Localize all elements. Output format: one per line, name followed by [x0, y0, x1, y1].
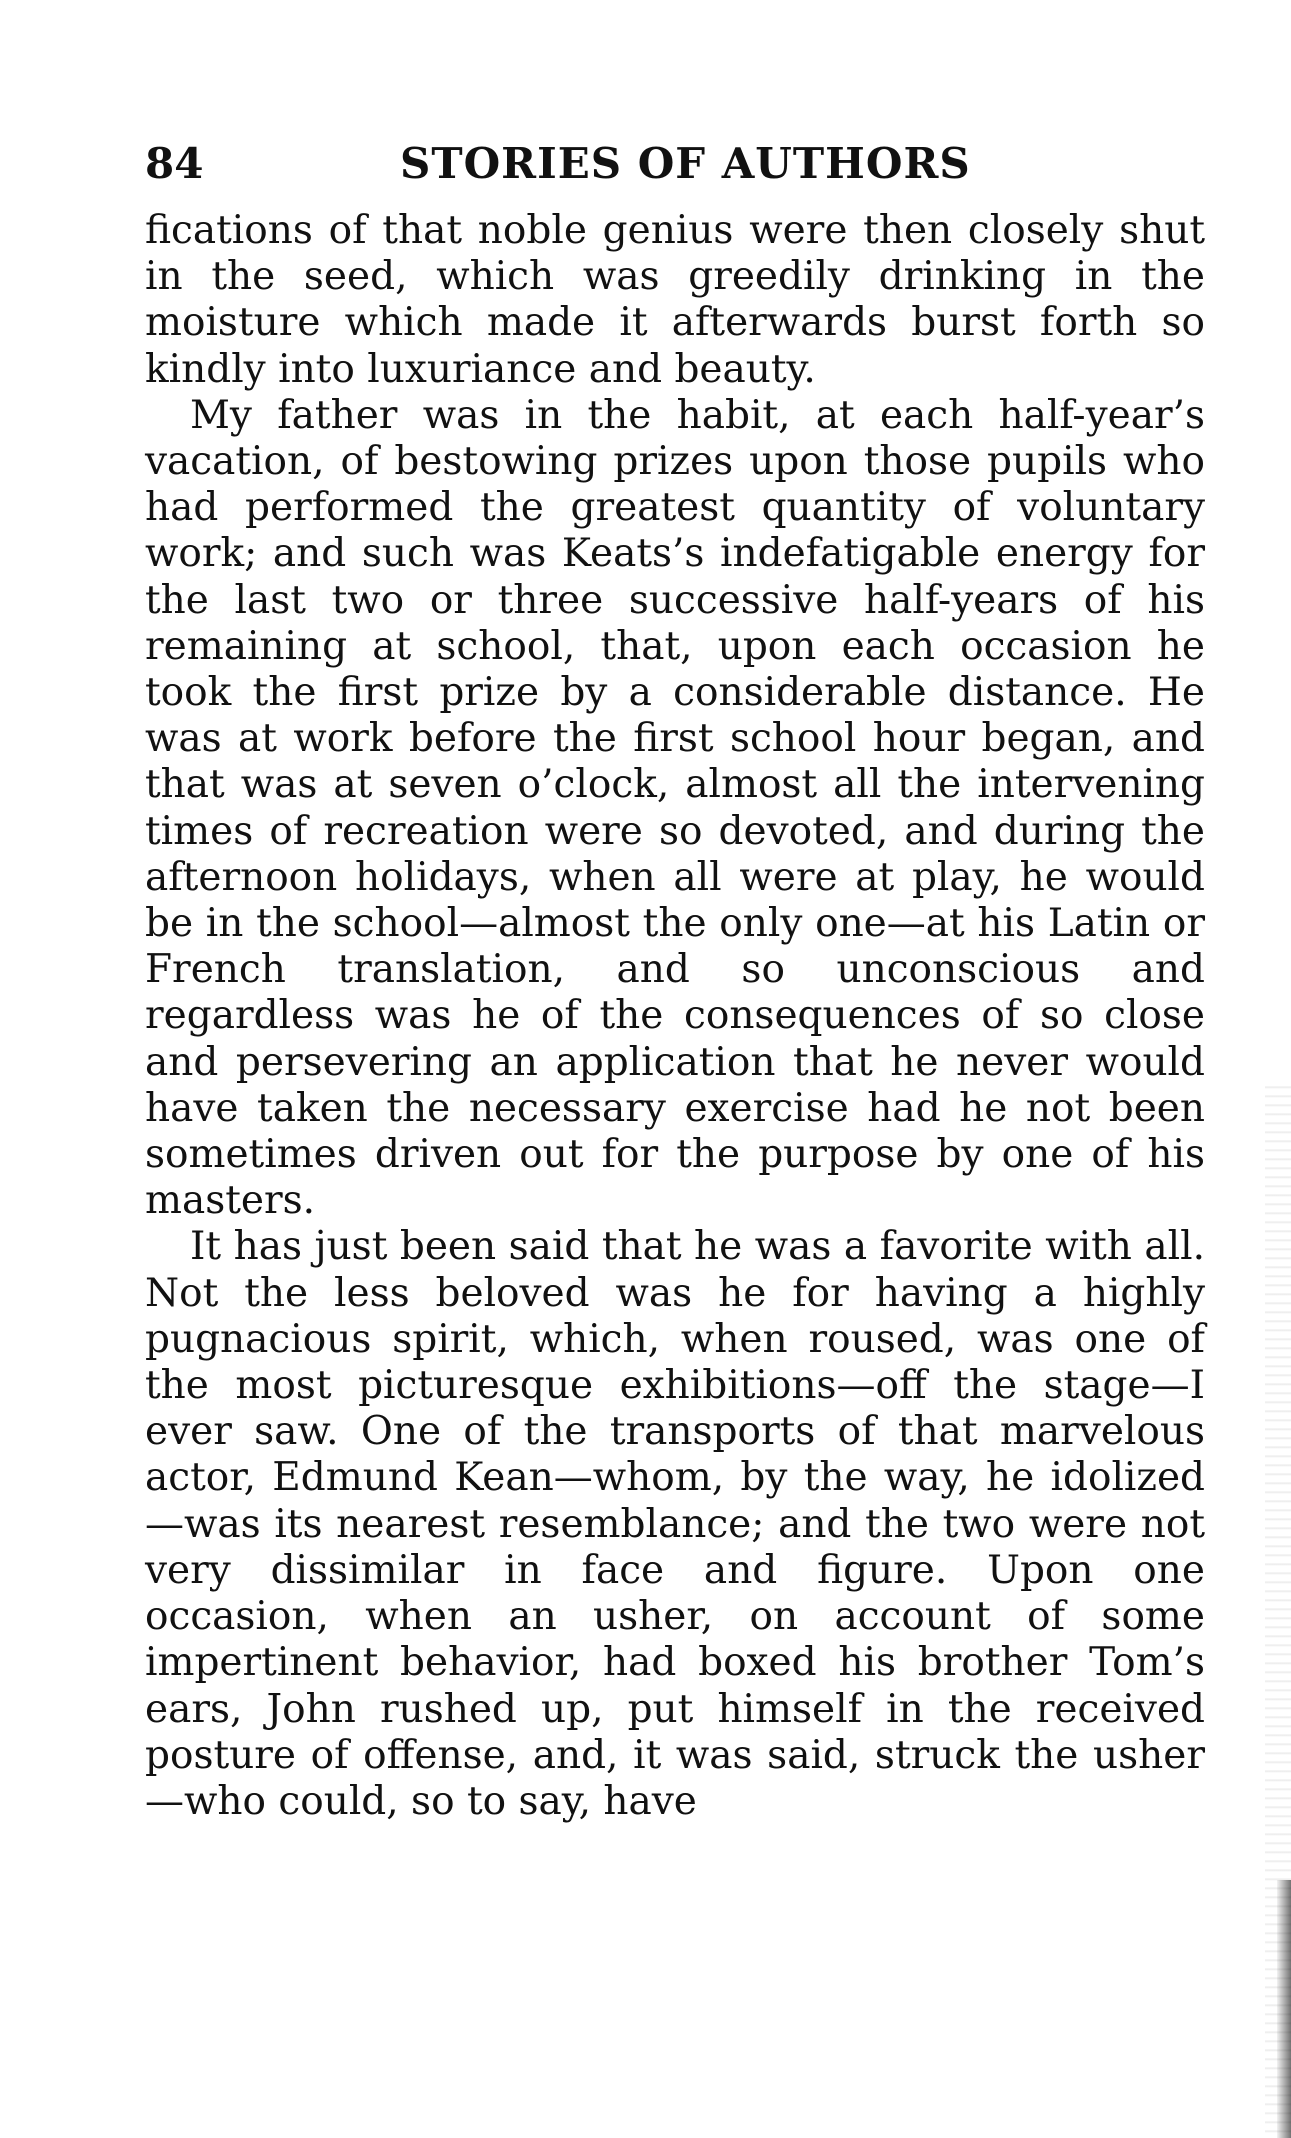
running-title: STORIES OF AUTHORS	[400, 139, 971, 188]
page-number: 84	[145, 139, 204, 188]
running-head	[145, 136, 1205, 192]
paragraph-continued: fications of that noble genius were then closely shut in the seed, which was greedily drinking in the moisture which made it afterwards burst forth so kindly into luxuriance and beauty.	[145, 208, 1205, 392]
paragraph-pugnacious-spirit: It has just been said that he was a favorite with all. Not the less beloved was he for having a highly pugnacious spirit, which, when roused, was one of the most picturesque exhibitions—off the stage—I ever saw. One of the transports of that marvelous actor, Edmund Kean—whom, by the way, he idolized—was its nearest resemblance; and the two were not very dissimilar in face and figure. Upon one occasion, when an usher, on account of some impertinent behavior, had boxed his brother Tom’s ears, John rushed up, put himself in the received posture of offense, and, it was said, struck the usher—who could, so to say, have	[145, 1224, 1205, 1824]
paragraph-prizes: My father was in the habit, at each half-year’s vacation, of bestowing prizes upon those pupils who had performed the greatest quantity of voluntary work; and such was Keats’s indefatigable energy for the last two or three successive half-years of his remaining at school, that, upon each occasion he took the first prize by a considerable distance. He was at work before the first school hour began, and that was at seven o’clock, almost all the intervening times of recreation were so devoted, and during the afternoon holidays, when all were at play, he would be in the school—almost the only one—at his Latin or French translation, and so unconscious and regardless was he of the consequences of so close and persevering an application that he never would have taken the necessary exercise had he not been sometimes driven out for the purpose by one of his masters.	[145, 392, 1205, 1224]
body-text	[145, 208, 1205, 1825]
page-edge-dark-corner	[1277, 1880, 1291, 2138]
